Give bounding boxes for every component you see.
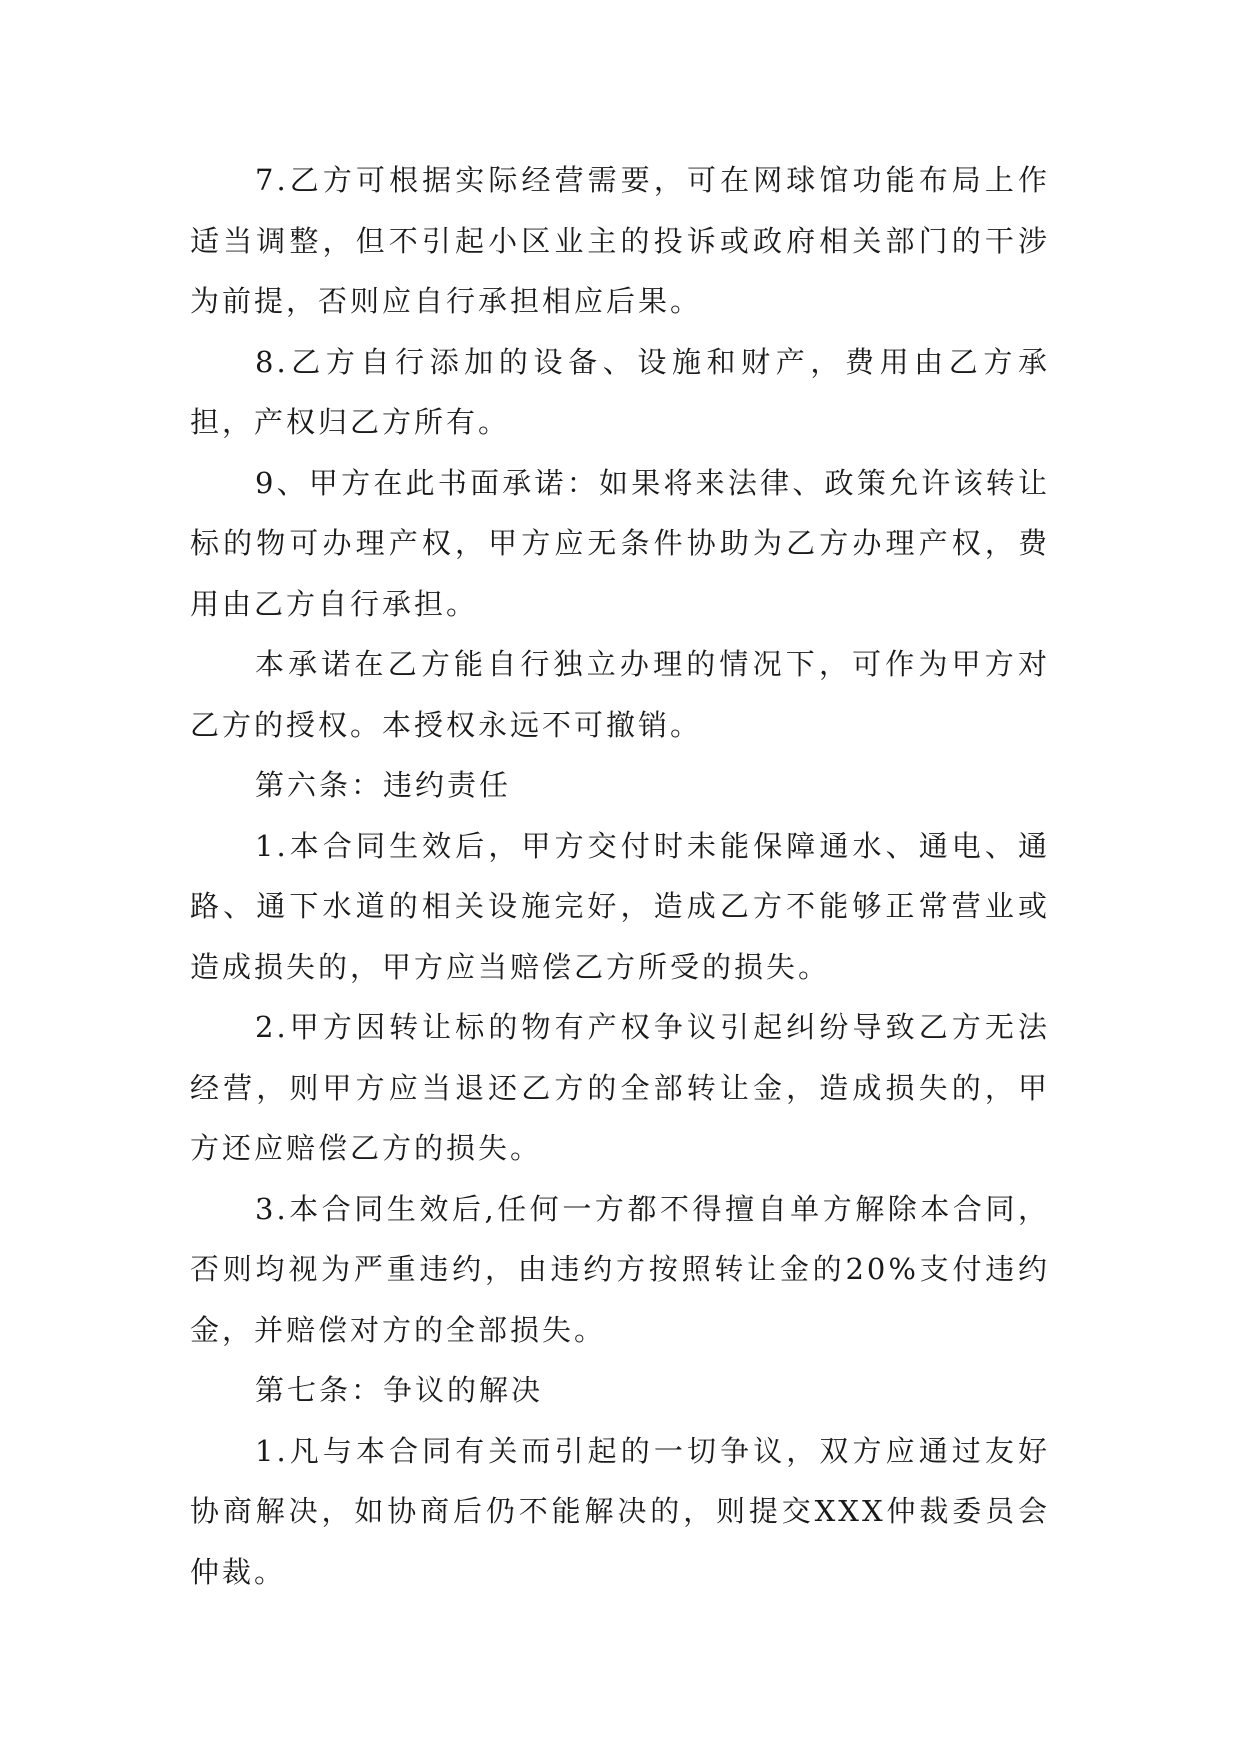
article-6-item-3: 3.本合同生效后,任何一方都不得擅自单方解除本合同，否则均视为严重违约，由违约方按照转让金的20%支付违约金，并赔偿对方的全部损失。	[190, 1191, 1050, 1347]
article-7-item-1: 1.凡与本合同有关而引起的一切争议，双方应通过友好协商解决，如协商后仍不能解决的，则提交XXX仲裁委员会仲裁。	[190, 1433, 1050, 1589]
article-7-heading: 第七条：争议的解决	[255, 1373, 544, 1407]
clause-5-item-7: 7.乙方可根据实际经营需要，可在网球馆功能布局上作适当调整，但不引起小区业主的投诉或政府相关部门的干涉为前提，否则应自行承担相应后果。	[190, 163, 1050, 318]
article-6-item-1: 1.本合同生效后，甲方交付时未能保障通水、通电、通路、通下水道的相关设施完好，造成乙方不能够正常营业或造成损失的，甲方应当赔偿乙方所受的损失。	[190, 828, 1050, 984]
authorization-paragraph: 本承诺在乙方能自行独立办理的情况下，可作为甲方对乙方的授权。本授权永远不可撤销。	[190, 647, 1050, 742]
document-body	[190, 150, 1050, 1602]
clause-5-item-9: 9、甲方在此书面承诺：如果将来法律、政策允许该转让标的物可办理产权，甲方应无条件协助为乙方办理产权，费用由乙方自行承担。	[190, 465, 1050, 621]
article-6-item-2: 2.甲方因转让标的物有产权争议引起纠纷导致乙方无法经营，则甲方应当退还乙方的全部转让金，造成损失的，甲方还应赔偿乙方的损失。	[190, 1010, 1050, 1165]
article-6-heading: 第六条：违约责任	[255, 768, 512, 802]
clause-5-item-8: 8.乙方自行添加的设备、设施和财产，费用由乙方承担，产权归乙方所有。	[190, 344, 1050, 439]
